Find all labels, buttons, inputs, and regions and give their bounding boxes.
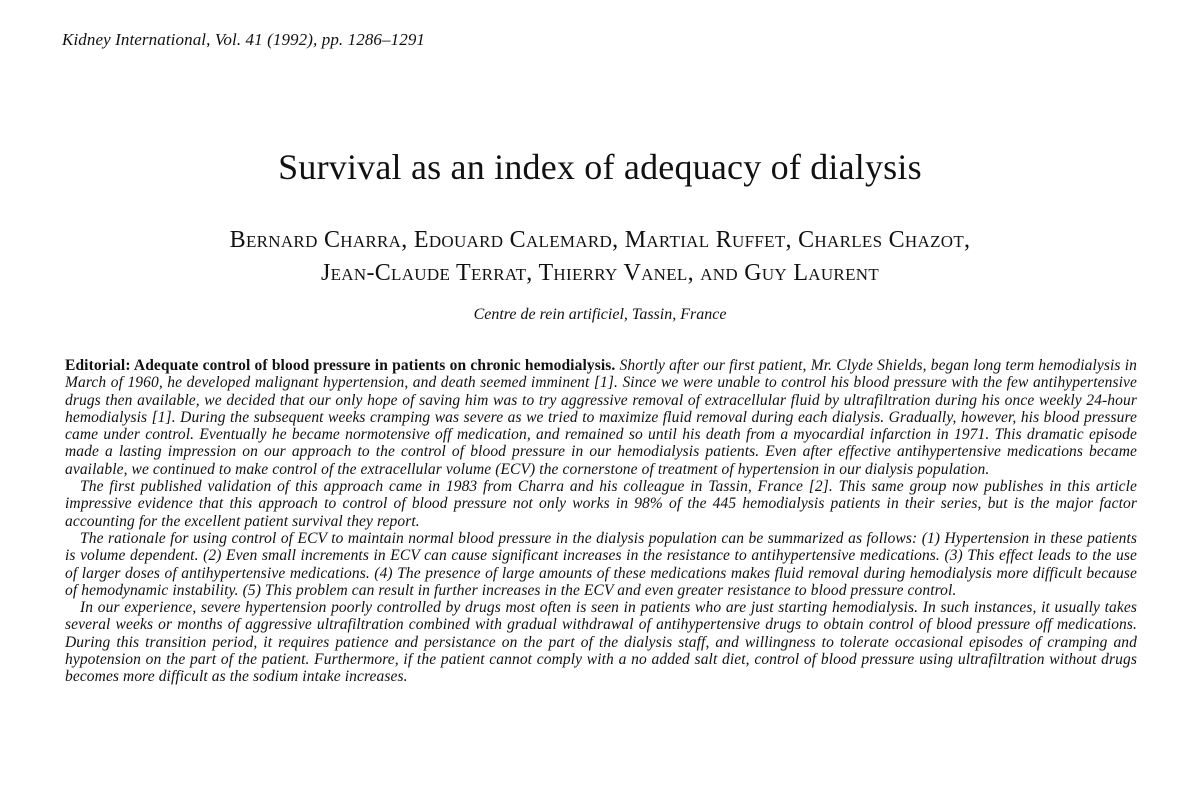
author-list bbox=[0, 224, 1200, 290]
editorial-body bbox=[65, 357, 1137, 686]
running-head-citation: Kidney International, Vol. 41 (1992), pp. 1286–1291 bbox=[62, 30, 426, 49]
editorial-lead-in: Editorial: Adequate control of blood pressure in patients on chronic hemodialysis. bbox=[65, 357, 616, 374]
editorial-paragraph-1 bbox=[65, 357, 1137, 478]
editorial-paragraph-1-text: Shortly after our first patient, Mr. Clyde Shields, began long term hemodialysis in March of 1960, he developed malignant hypertension, and death seemed imminent [1]. Since we were unable to control his blood pressure with the few antihypertensive drugs then available, we decided that our only hope of saving him was to try aggressive removal of extracellular fluid by ultrafiltration during his once weekly 24-hour hemodialysis [1]. During the subsequent weeks cramping was severe as we tried to maximize fluid removal during each dialysis. Gradually, however, his blood pressure came under control. Eventually he became normotensive off medication, and remained so until his death from a myocardial infarction in 1971. This dramatic episode made a lasting impression on our approach to the control of blood pressure in our hemodialysis patients. Even after effective antihypertensive medications became available, we continued to make control of the extracellular volume (ECV) the cornerstone of treatment of hypertension in our dialysis population. bbox=[65, 357, 1137, 478]
author-list-line-1: Bernard Charra, Edouard Calemard, Martial Ruffet, Charles Chazot, bbox=[229, 227, 971, 253]
author-list-line-2: Jean-Claude Terrat, Thierry Vanel, and Guy Laurent bbox=[320, 260, 880, 286]
editorial-paragraph-2: The first published validation of this approach came in 1983 from Charra and his colleague in Tassin, France [2]. This same group now publishes in this article impressive evidence that this approach to control of blood pressure not only works in 98% of the 445 hemodialysis patients in their series, but is the major factor accounting for the excellent patient survival they report. bbox=[65, 478, 1137, 530]
editorial-paragraph-4: In our experience, severe hypertension poorly controlled by drugs most often is seen in patients who are just starting hemodialysis. In such instances, it usually takes several weeks or months of aggressive ultrafiltration combined with gradual withdrawal of antihypertensive drugs to obtain control of blood pressure off medications. During this transition period, it requires patience and persistance on the part of the dialysis staff, and willingness to tolerate occasional episodes of cramping and hypotension on the part of the patient. Furthermore, if the patient cannot comply with a no added salt diet, control of blood pressure using ultrafiltration without drugs becomes more difficult as the sodium intake increases. bbox=[65, 599, 1137, 686]
author-affiliation: Centre de rein artificiel, Tassin, France bbox=[473, 306, 727, 323]
editorial-paragraph-3: The rationale for using control of ECV to maintain normal blood pressure in the dialysis population can be summarized as follows: (1) Hypertension in these patients is volume dependent. (2) Even small increments in ECV can cause significant increases in the resistance to antihypertensive medications. (3) This effect leads to the use of larger doses of antihypertensive medications. (4) The presence of large amounts of these medications makes fluid removal during hemodialysis more difficult because of hemodynamic instability. (5) This problem can result in further increases in the ECV and even greater resistance to blood pressure control. bbox=[65, 529, 1137, 599]
article-title: Survival as an index of adequacy of dialysis bbox=[278, 147, 922, 187]
